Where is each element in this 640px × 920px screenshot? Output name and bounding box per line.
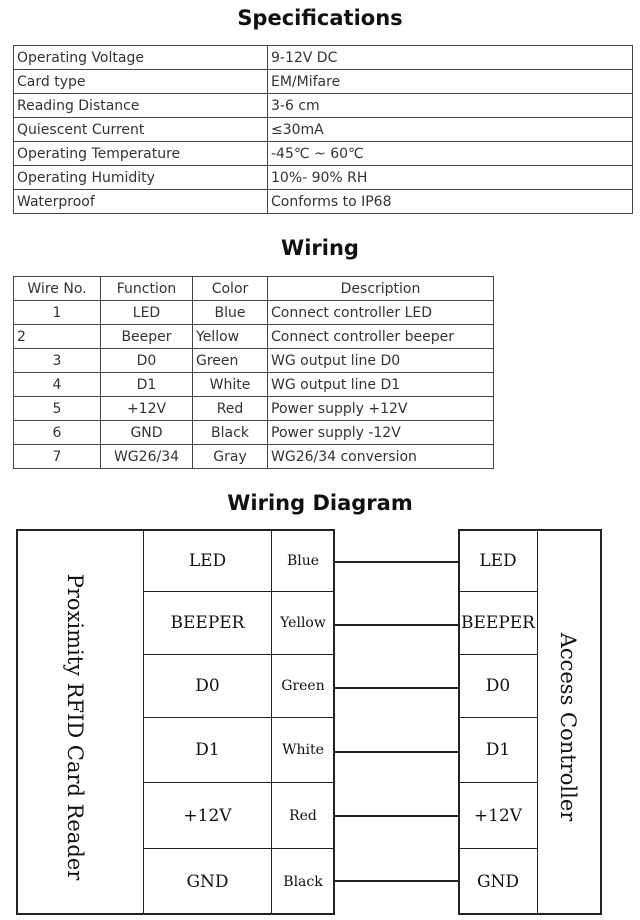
spec-value: 3-6 cm xyxy=(268,94,633,118)
spec-key: Operating Temperature xyxy=(14,142,268,166)
table-row xyxy=(14,445,494,469)
card-reader-label: Proximity RFID Card Reader xyxy=(63,573,87,881)
wire-color-cell: Black xyxy=(271,848,335,915)
spec-value: 10%- 90% RH xyxy=(268,166,633,190)
wire-color-cell: Red xyxy=(271,782,335,849)
wire-function: LED xyxy=(101,301,193,325)
table-row xyxy=(14,166,633,190)
table-row xyxy=(14,397,494,421)
wire-no: 3 xyxy=(14,349,101,373)
wire-function: D1 xyxy=(101,373,193,397)
controller-signal-cell: BEEPER xyxy=(458,591,538,655)
spec-key: Card type xyxy=(14,70,268,94)
wire-color: Blue xyxy=(193,301,268,325)
wire-color: Black xyxy=(193,421,268,445)
wire-description: Connect controller LED xyxy=(268,301,494,325)
wire-description: Power supply -12V xyxy=(268,421,494,445)
spec-key: Operating Humidity xyxy=(14,166,268,190)
wire-function: +12V xyxy=(101,397,193,421)
wire-line xyxy=(334,687,460,689)
reader-signal-cell: D1 xyxy=(143,717,272,783)
controller-signal-cell: D0 xyxy=(458,654,538,718)
reader-signal-cell: LED xyxy=(143,529,272,592)
wire-function: GND xyxy=(101,421,193,445)
wire-color: Green xyxy=(193,349,268,373)
spec-value: EM/Mifare xyxy=(268,70,633,94)
spec-value: 9-12V DC xyxy=(268,46,633,70)
wiring-title: Wiring xyxy=(281,236,359,260)
wiring-table xyxy=(13,276,494,469)
access-controller-label: Access Controller xyxy=(556,632,580,822)
wire-line xyxy=(334,815,460,817)
table-row xyxy=(14,142,633,166)
wire-line xyxy=(334,751,460,753)
spec-key: Quiescent Current xyxy=(14,118,268,142)
reader-signal-cell: +12V xyxy=(143,782,272,849)
column-header: Function xyxy=(101,277,193,301)
wire-description: WG output line D1 xyxy=(268,373,494,397)
controller-signal-cell: LED xyxy=(458,529,538,592)
spec-key: Operating Voltage xyxy=(14,46,268,70)
wire-function: Beeper xyxy=(101,325,193,349)
table-header-row xyxy=(14,277,494,301)
wire-description: WG26/34 conversion xyxy=(268,445,494,469)
column-header: Wire No. xyxy=(14,277,101,301)
wire-color-cell: Blue xyxy=(271,529,335,592)
wire-no: 7 xyxy=(14,445,101,469)
controller-signal-cell: GND xyxy=(458,848,538,915)
wiring-diagram xyxy=(0,525,640,920)
wire-color-cell: Yellow xyxy=(271,591,335,655)
table-row xyxy=(14,325,494,349)
wire-line xyxy=(334,561,460,563)
wire-line xyxy=(334,624,460,626)
reader-signal-cell: BEEPER xyxy=(143,591,272,655)
spec-key: Waterproof xyxy=(14,190,268,214)
wire-description: WG output line D0 xyxy=(268,349,494,373)
controller-signal-cell: +12V xyxy=(458,782,538,849)
table-row xyxy=(14,118,633,142)
table-row xyxy=(14,421,494,445)
specifications-title: Specifications xyxy=(237,6,403,30)
table-row xyxy=(14,190,633,214)
wire-function: WG26/34 xyxy=(101,445,193,469)
table-row xyxy=(14,46,633,70)
wire-color: Yellow xyxy=(193,325,268,349)
wire-color-cell: White xyxy=(271,717,335,783)
spec-value: ≤30mA xyxy=(268,118,633,142)
wire-color: White xyxy=(193,373,268,397)
wire-function: D0 xyxy=(101,349,193,373)
spec-value: Conforms to IP68 xyxy=(268,190,633,214)
wire-no: 4 xyxy=(14,373,101,397)
table-row xyxy=(14,70,633,94)
wire-color-cell: Green xyxy=(271,654,335,718)
reader-signal-cell: D0 xyxy=(143,654,272,718)
column-header: Description xyxy=(268,277,494,301)
controller-signal-cell: D1 xyxy=(458,717,538,783)
wire-description: Connect controller beeper xyxy=(268,325,494,349)
wire-no: 6 xyxy=(14,421,101,445)
table-row xyxy=(14,94,633,118)
table-row xyxy=(14,301,494,325)
wiring-diagram-title: Wiring Diagram xyxy=(227,491,413,515)
wire-color: Gray xyxy=(193,445,268,469)
spec-value: -45℃ ~ 60℃ xyxy=(268,142,633,166)
reader-signal-cell: GND xyxy=(143,848,272,915)
table-row xyxy=(14,373,494,397)
wire-no: 2 xyxy=(14,325,101,349)
table-row xyxy=(14,349,494,373)
wire-line xyxy=(334,880,460,882)
spec-key: Reading Distance xyxy=(14,94,268,118)
wire-no: 1 xyxy=(14,301,101,325)
column-header: Color xyxy=(193,277,268,301)
wire-no: 5 xyxy=(14,397,101,421)
specifications-table xyxy=(13,45,633,214)
wire-color: Red xyxy=(193,397,268,421)
wire-description: Power supply +12V xyxy=(268,397,494,421)
